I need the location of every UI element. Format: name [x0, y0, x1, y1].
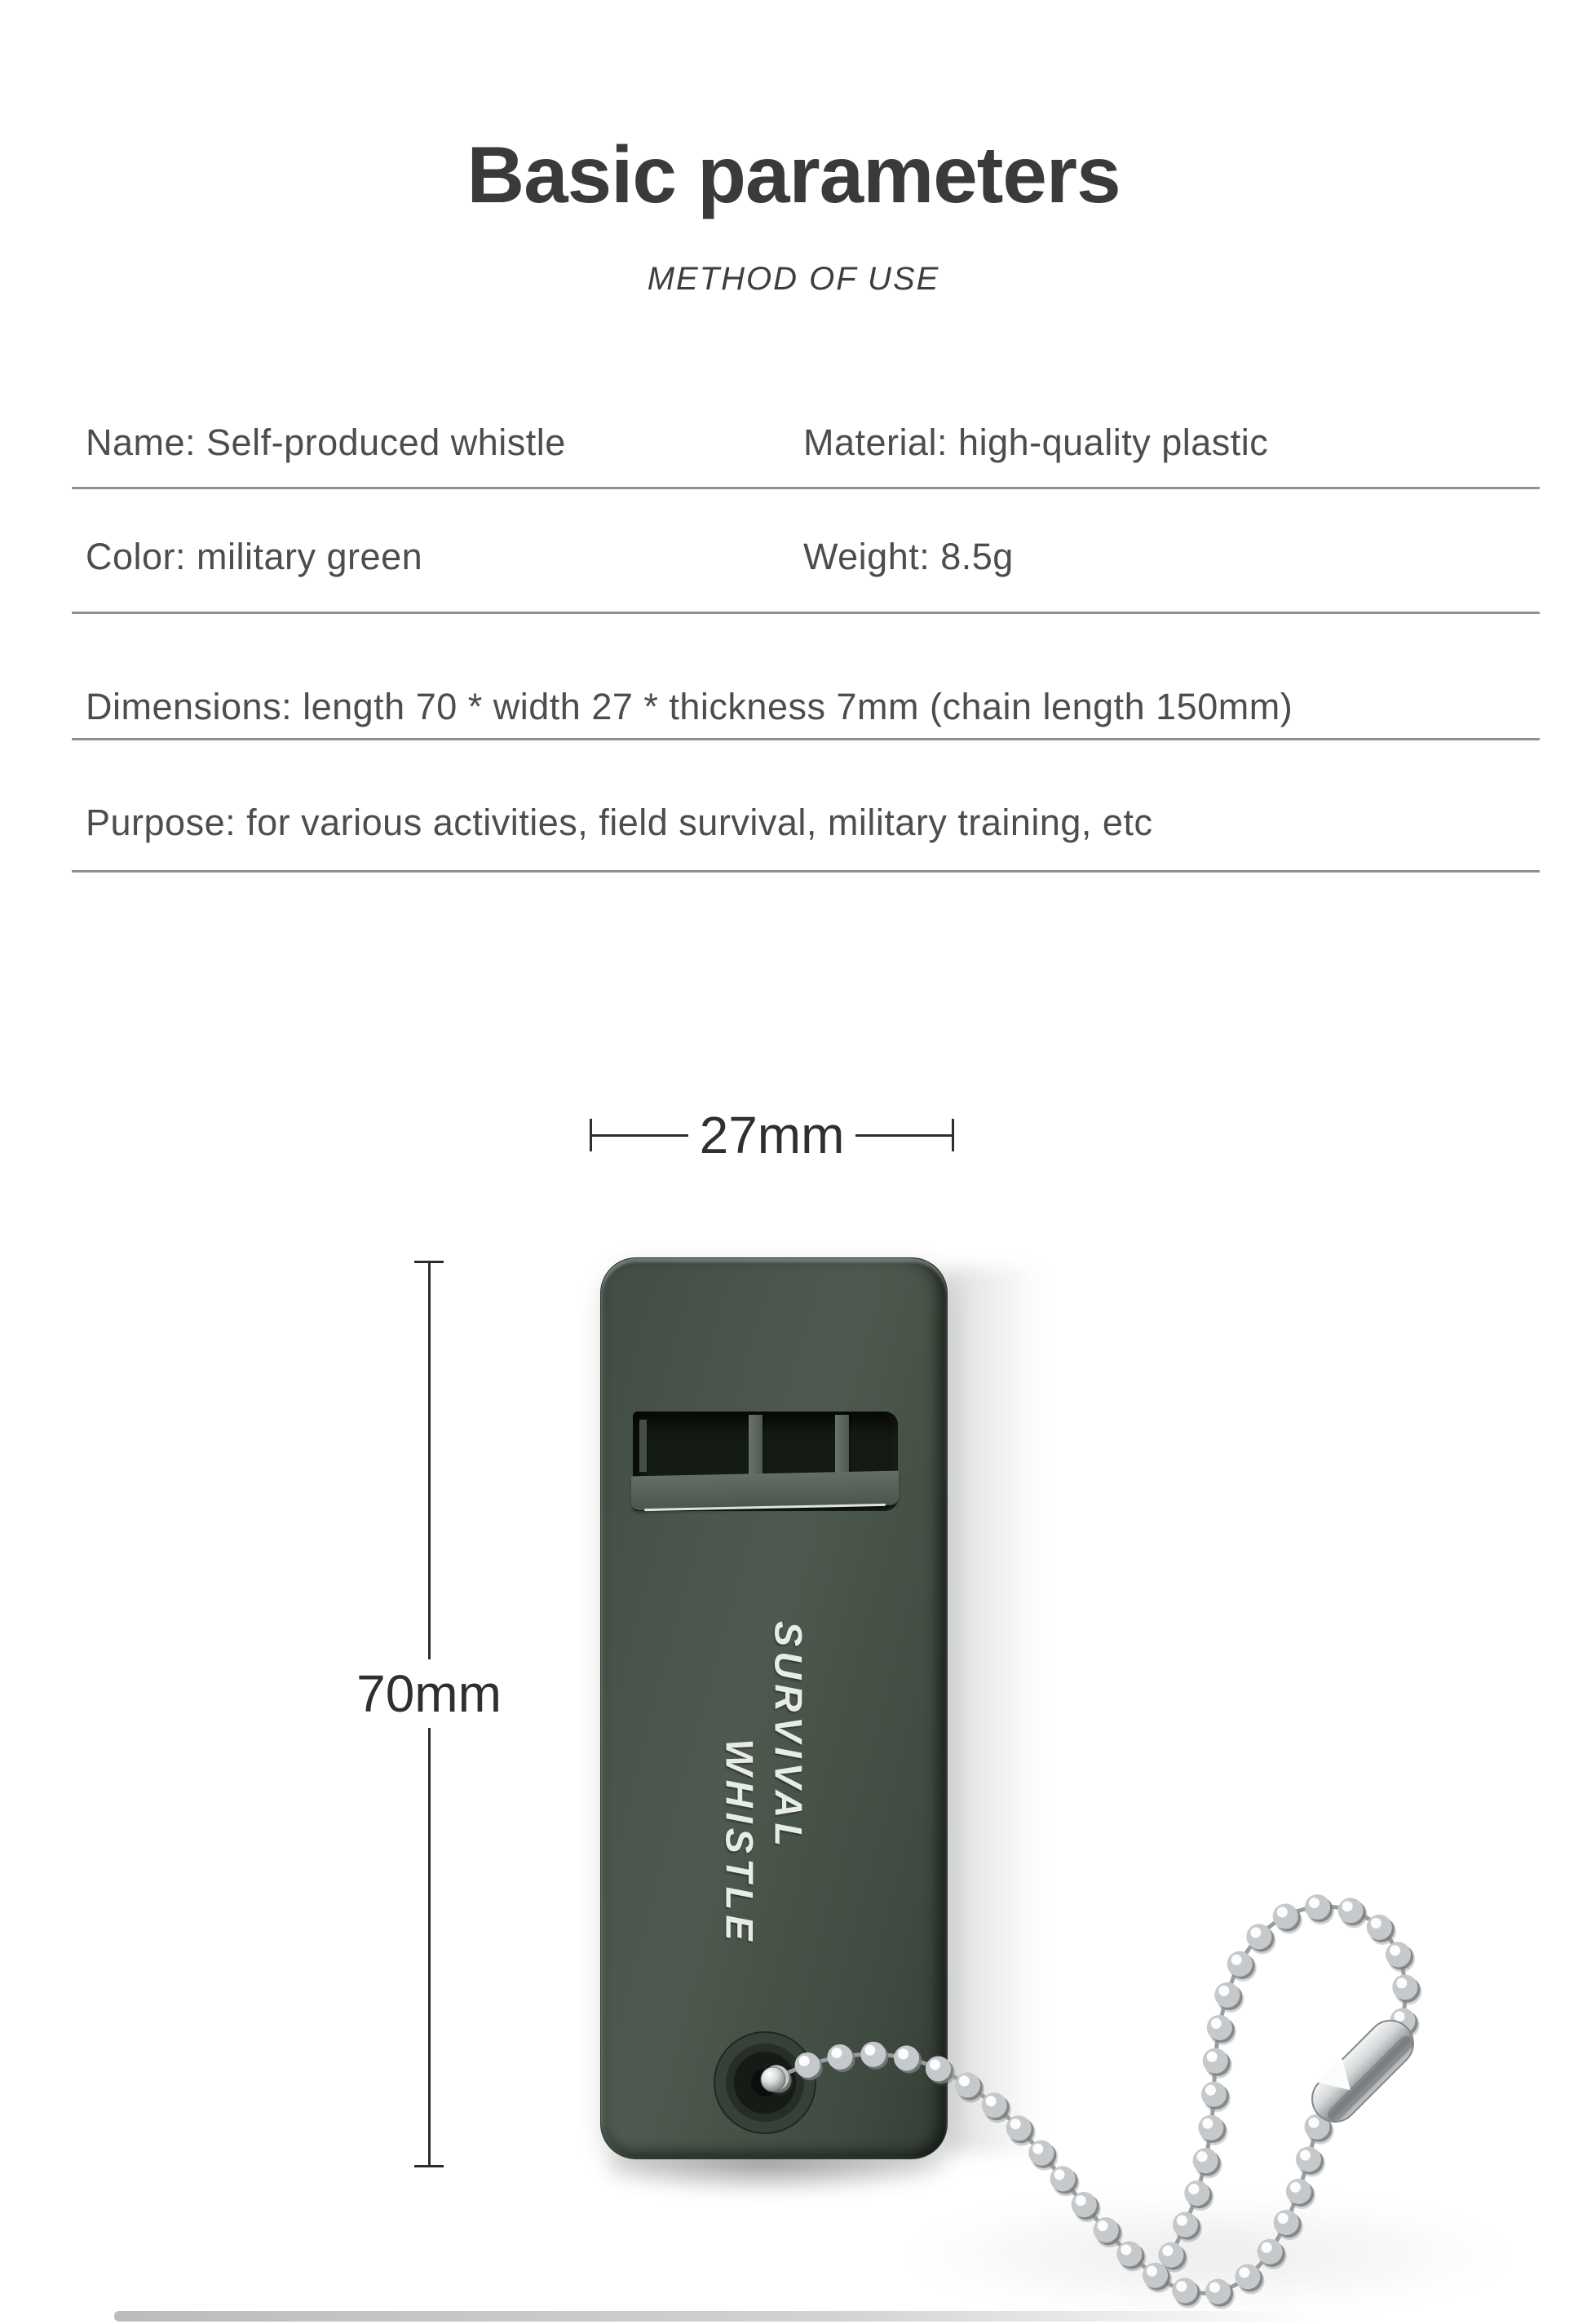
- spec-material: Material: high-quality plastic: [803, 422, 1269, 463]
- divider: [72, 487, 1540, 489]
- whistle-mouth-slot: [633, 1412, 898, 1511]
- spec-row: [0, 532, 1587, 582]
- engraving-survival: SURVIVAL: [767, 1620, 811, 1852]
- engraving-whistle: WHISTLE: [718, 1739, 762, 1946]
- spec-row: [0, 682, 1587, 732]
- photo-shadow: [944, 1268, 1042, 2153]
- dimension-line: [428, 1728, 431, 2165]
- divider: [72, 612, 1540, 614]
- divider: [72, 738, 1540, 740]
- slot-inner-wall: [639, 1420, 647, 1472]
- dimension-tick: [414, 2165, 444, 2167]
- next-section-edge: [114, 2311, 1313, 2322]
- height-dimension: [356, 1261, 502, 2167]
- divider: [72, 870, 1540, 873]
- spec-name: Name: Self-produced whistle: [86, 422, 566, 463]
- whistle-body: [600, 1257, 948, 2159]
- dimension-line: [855, 1134, 952, 1137]
- dimension-tick: [952, 1119, 954, 1151]
- chain-clasp: [1301, 2009, 1422, 2131]
- slot-divider-bar: [835, 1415, 849, 1478]
- spec-dimensions: Dimensions: length 70 * width 27 * thickness 7mm (chain length 150mm): [86, 686, 1293, 727]
- page-subtitle: METHOD OF USE: [647, 261, 940, 297]
- dimension-line: [428, 1263, 431, 1659]
- spec-purpose: Purpose: for various activities, field survival, military training, etc: [86, 802, 1153, 843]
- photo-shadow: [897, 2194, 1517, 2316]
- height-dimension-label: 70mm: [356, 1664, 502, 1723]
- dimension-line: [592, 1134, 688, 1137]
- spec-weight: Weight: 8.5g: [803, 536, 1014, 577]
- page-title: Basic parameters: [466, 130, 1121, 219]
- spec-row: [0, 797, 1587, 848]
- spec-row: [0, 418, 1587, 468]
- slot-divider-bar: [749, 1415, 763, 1478]
- spec-color: Color: military green: [86, 536, 423, 577]
- photo-shadow: [608, 2153, 958, 2198]
- width-dimension-label: 27mm: [699, 1106, 845, 1164]
- width-dimension: [590, 1106, 954, 1164]
